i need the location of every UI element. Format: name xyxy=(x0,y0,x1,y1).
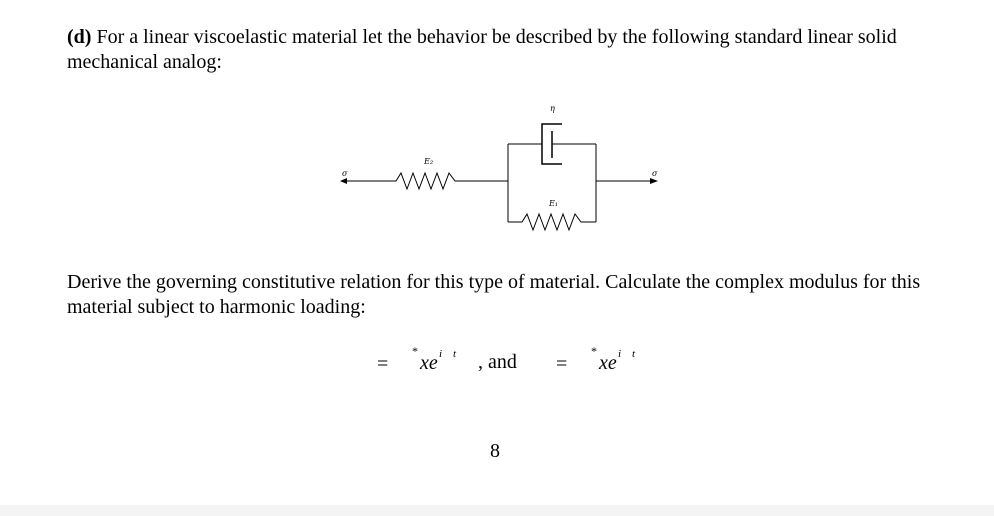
eq1-base: xe xyxy=(420,352,438,374)
eq1-sup-i: i xyxy=(439,348,443,360)
eq2-star: * xyxy=(591,344,597,358)
problem-intro-text: For a linear viscoelastic material let the behavior be described by the following standard linear solid mechanical analog: xyxy=(67,26,897,73)
problem-intro xyxy=(67,25,947,75)
right-arrowhead xyxy=(650,178,658,184)
eq2-sup-t: t xyxy=(632,348,636,360)
series-spring-e2 xyxy=(388,173,508,189)
left-stress-label: σ xyxy=(342,169,348,178)
eq-connector: , and xyxy=(478,351,517,373)
eq2-sup-i: i xyxy=(618,348,622,360)
eq2-base: xe xyxy=(599,352,617,374)
eq1-star: * xyxy=(412,344,418,358)
eq2-equals: = xyxy=(556,353,568,375)
parallel-spring-e1 xyxy=(508,214,596,230)
bottom-edge xyxy=(0,505,994,516)
eq1-sup-t: t xyxy=(453,348,457,360)
problem-label: (d) xyxy=(67,26,92,48)
problem-question: Derive the governing constitutive relation for this type of material. Calculate the complex modulus for this material subject to harmonic loading: xyxy=(67,271,921,318)
page-number: 8 xyxy=(490,440,500,462)
dashpot-label: η xyxy=(550,104,555,113)
eq1-equals: = xyxy=(377,353,389,375)
parallel-spring-label: E₁ xyxy=(549,199,559,208)
left-arrowhead xyxy=(340,178,347,184)
right-stress-label: σ xyxy=(652,169,658,178)
standard-linear-solid-diagram xyxy=(330,98,670,248)
series-spring-label: E₂ xyxy=(424,157,434,166)
